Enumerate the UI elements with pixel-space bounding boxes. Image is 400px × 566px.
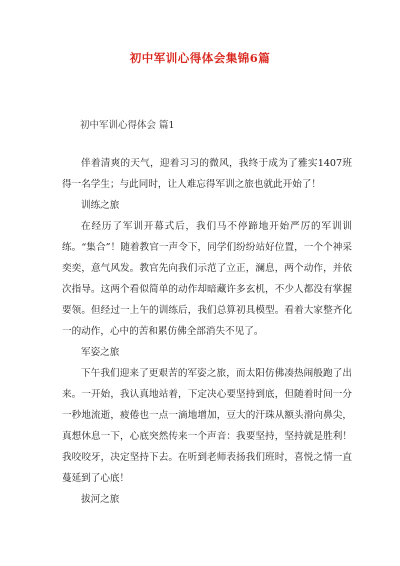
intro-paragraph: 伴着清爽的天气，迎着习习的微风，我终于成为了雅实1407班得一名学生；与此同时，让人难忘得军训之旅也就此开始了！ xyxy=(62,158,352,190)
subheading-posture: 军姿之旅 xyxy=(81,347,120,358)
document-body xyxy=(62,153,352,510)
subheading-tug-of-war: 拔河之旅 xyxy=(81,494,120,505)
subheading-training: 训练之旅 xyxy=(81,200,120,211)
section-title: 初中军训心得体会 篇1 xyxy=(80,120,175,131)
training-paragraph: 在经历了军训开幕式后，我们马不停蹄地开始严厉的军训训练。“集合”！随着教官一声令下，同学们纷纷站好位置，一个个神采奕奕，意气风发。教官先向我们示范了立正，澜息，两个动作，并依次指导。这两个看似简单的动作却暗藏许多玄机，不少人都没有掌握要领。但经过一上午的训练后，我们总算初具模型。看着大家整齐化一的动作，心中的苦和累仿佛全部消失不见了。 xyxy=(62,221,352,337)
posture-paragraph: 下午我们迎来了更艰苦的军姿之旅，而太阳仿佛凑热闹般跑了出来。一开始，我认真地站着，下定决心要坚持到底，但随着时间一分一秒地流逝，疲倦也一点一滴地增加，豆大的汗珠从额头滑向鼻尖，真想休息一下，心底突然传来一个声音：我要坚持，坚持就是胜利！我咬咬牙，决定坚持下去。在听到老师表扬我们班时，喜悦之情一直蔓延到了心底！ xyxy=(62,368,352,484)
document-title: 初中军训心得体会集锦6篇 xyxy=(129,51,271,65)
